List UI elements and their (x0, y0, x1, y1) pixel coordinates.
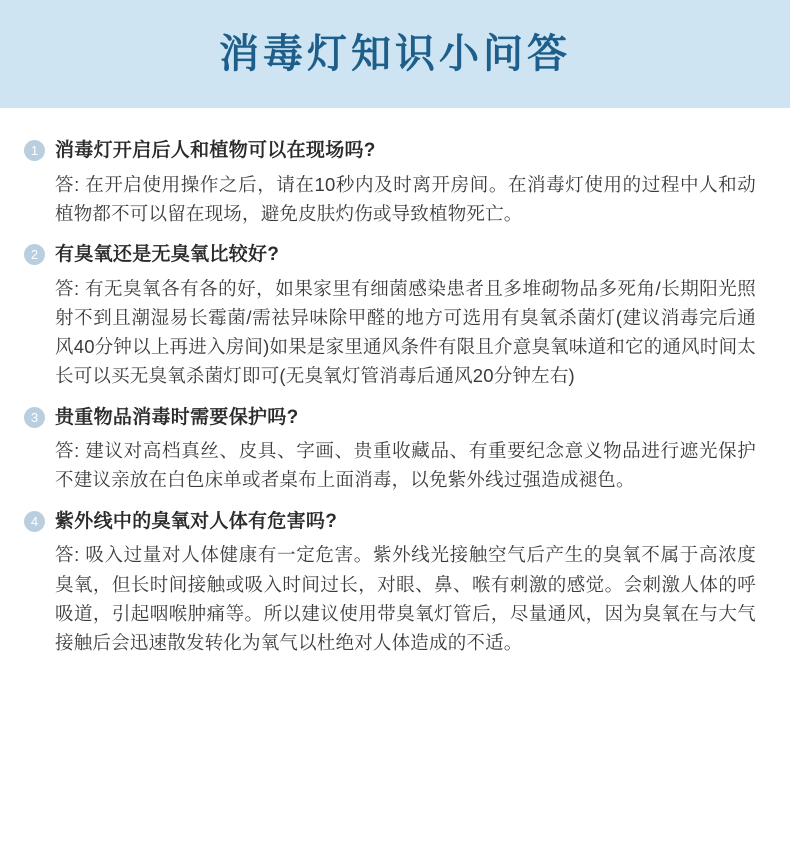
faq-answer-text: 答: 在开启使用操作之后，请在10秒内及时离开房间。在消毒灯使用的过程中人和动植物都不可以留在现场，避免皮肤灼伤或导致植物死亡。 (55, 173, 756, 224)
faq-answer-text: 答: 有无臭氧各有各的好，如果家里有细菌感染患者且多堆砌物品多死角/长期阳光照射不到且潮湿易长霉菌/需祛异味除甲醛的地方可选用有臭氧杀菌灯(建议消毒完后通风40分钟以上再进入房间)如果是家里通风条件有限且介意臭氧味道和它的通风时间太长可以买无臭氧杀菌灯即可(无臭氧灯管消毒后通风20分钟左右) (55, 277, 756, 387)
faq-question-row (24, 509, 766, 535)
faq-question-text: 消毒灯开启后人和植物可以在现场吗? (55, 140, 376, 161)
faq-question-text: 贵重物品消毒时需要保护吗? (55, 406, 299, 428)
faq-answer-text: 答: 建议对高档真丝、皮具、字画、贵重收藏品、有重要纪念意义物品进行遮光保护不建议亲放在白色床单或者桌布上面消毒，以免紫外线过强造成褪色。 (55, 440, 756, 491)
faq-number-badge: 4 (24, 511, 45, 532)
header-banner (0, 0, 790, 108)
faq-number-badge: 1 (24, 140, 45, 161)
faq-number-badge: 3 (24, 407, 45, 428)
faq-list (0, 108, 790, 657)
faq-item (24, 509, 766, 658)
faq-question-text: 紫外线中的臭氧对人体有危害吗? (55, 510, 338, 532)
faq-question-row (24, 242, 766, 268)
faq-question-row (24, 405, 766, 431)
faq-number-badge: 2 (24, 244, 45, 265)
faq-question-text: 有臭氧还是无臭氧比较好? (55, 244, 280, 266)
faq-item (24, 405, 766, 495)
faq-item (24, 242, 766, 391)
faq-item (24, 138, 766, 228)
faq-question-row (24, 138, 766, 164)
faq-answer-text: 答: 吸入过量对人体健康有一定危害。紫外线光接触空气后产生的臭氧不属于高浓度臭氧，但长时间接触或吸入时间过长，对眼、鼻、喉有刺激的感觉。会刺激人体的呼吸道，引起咽喉肿痛等。所以建议使用带臭氧灯管后，尽量通风，因为臭氧在与大气接触后会迅速散发转化为氧气以杜绝对人体造成的不适。 (55, 544, 756, 653)
page-title: 消毒灯知识小问答 (219, 32, 571, 76)
